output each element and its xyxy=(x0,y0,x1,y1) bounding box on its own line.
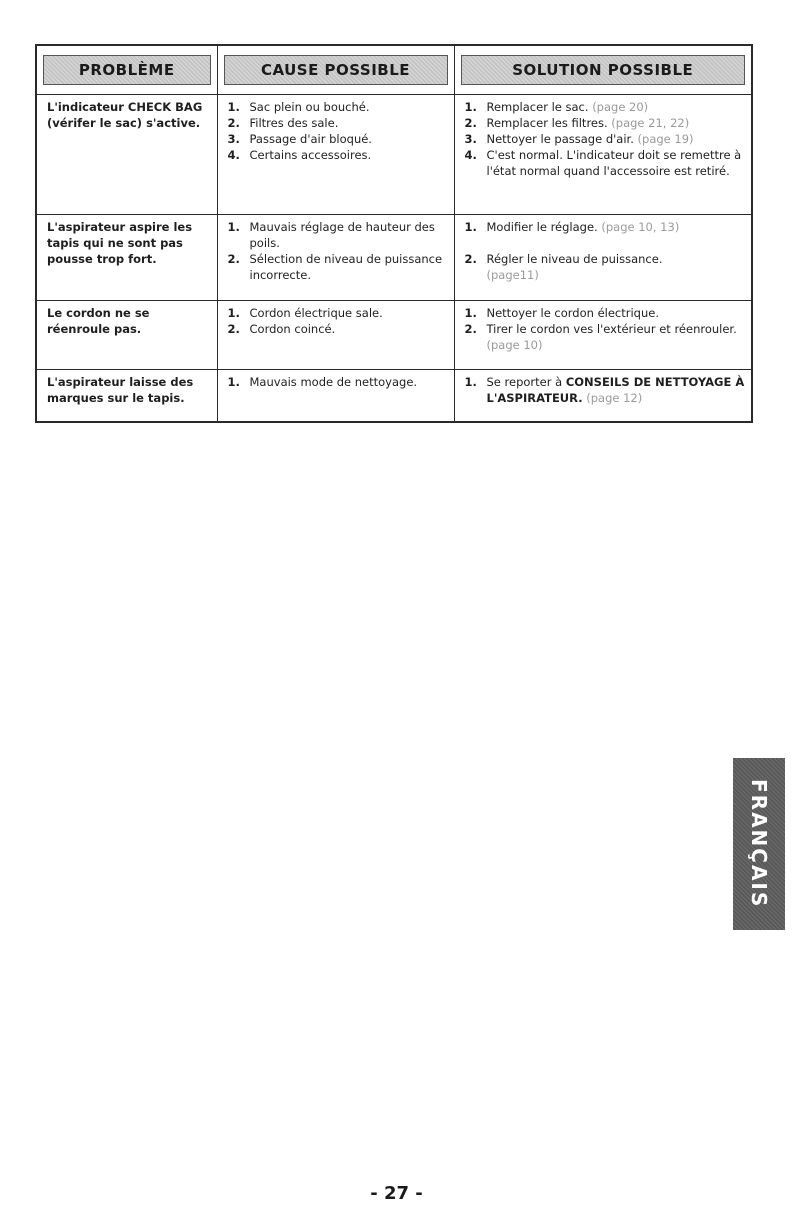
item-text: Cordon électrique sale. xyxy=(249,306,383,320)
item-text: Se reporter à xyxy=(486,375,563,389)
list-item xyxy=(465,305,746,321)
cause-list xyxy=(218,370,454,390)
cause-cell xyxy=(217,301,454,370)
list-item xyxy=(228,147,448,163)
page-reference: (page 21, 22) xyxy=(611,116,690,130)
item-number: 2. xyxy=(464,116,477,130)
item-number: 1. xyxy=(227,306,240,320)
header-row xyxy=(36,45,752,95)
item-text: Modifier le réglage. xyxy=(486,220,598,234)
header-problem: PROBLÈME xyxy=(43,55,211,85)
cause-list xyxy=(218,95,454,163)
solution-list xyxy=(455,301,752,353)
item-number: 3. xyxy=(227,132,240,146)
item-text: Nettoyer le passage d'air. xyxy=(486,132,634,146)
language-tab xyxy=(733,758,785,930)
page-number: - 27 - xyxy=(370,1183,423,1204)
item-number: 1. xyxy=(464,220,477,234)
table-row xyxy=(36,301,752,370)
item-text: Passage d'air bloqué. xyxy=(249,132,372,146)
problem-text: L'indicateur CHECK BAG (vérifer le sac) s'active. xyxy=(47,100,203,130)
solution-list xyxy=(455,370,752,406)
item-text: Mauvais mode de nettoyage. xyxy=(249,375,418,389)
problem-cell xyxy=(36,370,217,422)
header-cell-problem xyxy=(36,45,217,95)
header-cause: CAUSE POSSIBLE xyxy=(224,55,448,85)
page-reference: (page 12) xyxy=(586,391,643,405)
item-number: 1. xyxy=(227,375,240,389)
item-number: 3. xyxy=(464,132,477,146)
list-item xyxy=(465,131,746,147)
item-text: Filtres des sale. xyxy=(249,116,339,130)
table-row xyxy=(36,370,752,422)
list-item xyxy=(228,219,448,251)
item-text: Certains accessoires. xyxy=(249,148,372,162)
item-text: Nettoyer le cordon électrique. xyxy=(486,306,660,320)
page-reference: (page 10, 13) xyxy=(601,220,680,234)
header-cell-cause xyxy=(217,45,454,95)
item-text: Sac plein ou bouché. xyxy=(249,100,370,114)
cause-cell xyxy=(217,215,454,301)
item-number: 1. xyxy=(464,375,477,389)
list-item xyxy=(465,321,746,353)
item-number: 1. xyxy=(227,100,240,114)
problem-text: Le cordon ne se réenroule pas. xyxy=(47,306,150,336)
item-number: 2. xyxy=(227,252,240,266)
item-number: 2. xyxy=(464,252,477,266)
cause-cell xyxy=(217,370,454,422)
list-item xyxy=(465,147,746,179)
item-text-bold: CONSEILS DE NETTOYAGE À L'ASPIRATEUR. xyxy=(486,375,745,405)
list-item xyxy=(465,219,746,235)
problem-cell xyxy=(36,215,217,301)
item-text: Cordon coincé. xyxy=(249,322,336,336)
troubleshooting-table xyxy=(35,44,753,423)
page-reference: (page 20) xyxy=(592,100,649,114)
list-item xyxy=(465,251,746,283)
list-item xyxy=(228,305,448,321)
item-number: 2. xyxy=(227,322,240,336)
solution-cell xyxy=(454,301,752,370)
page-reference: (page 19) xyxy=(637,132,694,146)
cause-list xyxy=(218,215,454,283)
list-item xyxy=(228,321,448,337)
cause-list xyxy=(218,301,454,337)
item-number: 2. xyxy=(464,322,477,336)
problem-cell xyxy=(36,301,217,370)
solution-list xyxy=(455,215,752,283)
item-number: 4. xyxy=(227,148,240,162)
list-item xyxy=(465,374,746,406)
list-item xyxy=(465,115,746,131)
list-item xyxy=(228,251,448,283)
item-text: Remplacer le sac. xyxy=(486,100,589,114)
list-item xyxy=(228,131,448,147)
item-text: Sélection de niveau de puissance incorrecte. xyxy=(249,252,443,282)
page-reference: (page 10) xyxy=(486,338,543,352)
item-text: Remplacer les filtres. xyxy=(486,116,608,130)
solution-list xyxy=(455,95,752,179)
list-item xyxy=(228,374,448,390)
item-number: 4. xyxy=(464,148,477,162)
problem-text: L'aspirateur aspire les tapis qui ne sont pas pousse trop fort. xyxy=(47,220,193,266)
list-item xyxy=(465,99,746,115)
solution-cell xyxy=(454,95,752,215)
solution-cell xyxy=(454,215,752,301)
header-solution: SOLUTION POSSIBLE xyxy=(461,55,746,85)
solution-cell xyxy=(454,370,752,422)
item-text: Mauvais réglage de hauteur des poils. xyxy=(249,220,435,250)
table-row xyxy=(36,215,752,301)
item-number: 2. xyxy=(227,116,240,130)
list-item xyxy=(228,99,448,115)
list-item xyxy=(228,115,448,131)
page-reference: (page11) xyxy=(486,268,539,282)
header-cell-solution xyxy=(454,45,752,95)
cause-cell xyxy=(217,95,454,215)
item-text: Tirer le cordon ves l'extérieur et réenrouler. xyxy=(486,322,737,336)
item-text: Régler le niveau de puissance. xyxy=(486,252,663,266)
problem-text: L'aspirateur laisse des marques sur le tapis. xyxy=(47,375,194,405)
item-text: C'est normal. L'indicateur doit se remettre à l'état normal quand l'accessoire est retiré. xyxy=(486,148,742,178)
item-number: 1. xyxy=(227,220,240,234)
language-tab-label: FRANÇAIS xyxy=(747,779,771,909)
table-row xyxy=(36,95,752,215)
item-number: 1. xyxy=(464,100,477,114)
item-number: 1. xyxy=(464,306,477,320)
problem-cell xyxy=(36,95,217,215)
